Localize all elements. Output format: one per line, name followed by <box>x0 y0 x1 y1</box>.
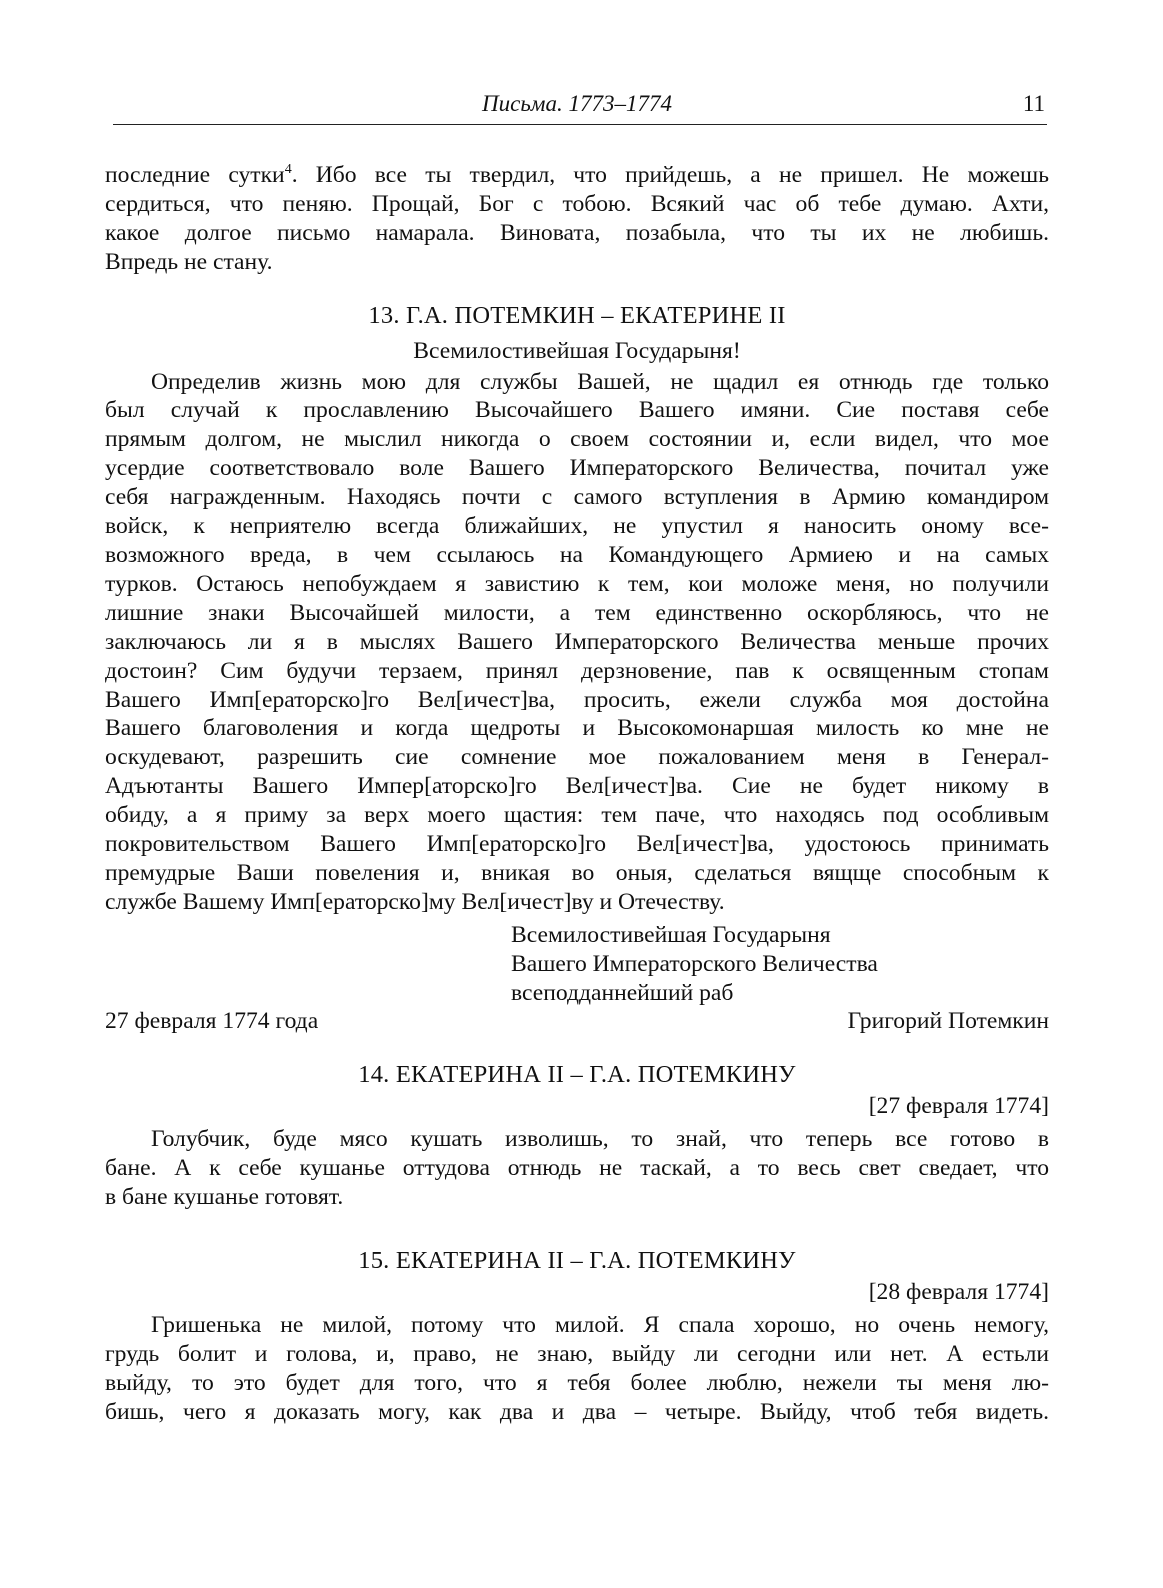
text-line: Вашего Имп[ераторско]го Вел[ичест]ва, просить, ежели служба моя достойна <box>105 686 1049 713</box>
text-line: оскудевают, разрешить сие сомнение мое пожалованием меня в Генерал- <box>105 744 1049 771</box>
page-header <box>105 88 1049 128</box>
closing-line: Вашего Императорского Величества <box>511 950 878 977</box>
letter-14-date: [27 февраля 1774] <box>868 1093 1049 1120</box>
letter-14-heading: 14. ЕКАТЕРИНА II – Г.А. ПОТЕМКИНУ <box>358 1061 796 1089</box>
text-line: покровительством Вашего Имп[ераторско]го Вел[ичест]ва, удостоюсь принимать <box>105 831 1049 858</box>
text-line: достоин? Сим будучи терзаем, принял дерзновение, пав к освященным стопам <box>105 657 1049 684</box>
text-line: Голубчик, буде мясо кушать изволишь, то знай, что теперь все готово в <box>151 1126 1049 1153</box>
letter-13-salutation: Всемилостивейшая Государыня! <box>413 337 741 364</box>
text-line: был случай к прославлению Высочайшего Вашего имяни. Сие поставя себе <box>105 397 1049 424</box>
closing-line: Всемилостивейшая Государыня <box>511 921 831 948</box>
text-line: турков. Остаюсь непобуждаем я завистию к тем, кои моложе меня, но получили <box>105 570 1049 597</box>
letter-13-heading: 13. Г.А. ПОТЕМКИН – ЕКАТЕРИНЕ II <box>368 301 786 329</box>
footnote-mark: 4 <box>284 162 292 178</box>
letter-14-body <box>105 1125 1049 1212</box>
text-line: последние сутки$^4$. Ибо все ты твердил, что прийдешь, а не пришел. Не можешь <box>105 162 1049 188</box>
text-line: выйду, то это будет для того, что я тебя более люблю, нежели ты меня лю- <box>105 1369 1049 1396</box>
text-line: себя награжденным. Находясь почти с самого вступления в Армию командиром <box>105 484 1049 511</box>
page-body <box>105 161 1049 1427</box>
text-line: Гришенька не милой, потому что милой. Я спала хорошо, но очень немогу, <box>151 1311 1049 1338</box>
header-rule <box>113 124 1047 125</box>
letter-13-closing <box>105 921 1049 1008</box>
letter-15-heading: 15. ЕКАТЕРИНА II – Г.А. ПОТЕМКИНУ <box>358 1247 796 1274</box>
letter-13-date-signature <box>105 1007 1049 1036</box>
spacer <box>105 277 1049 301</box>
text-line: Впредь не стану. <box>105 248 273 275</box>
text-line: бишь, чего я доказать могу, как два и два – четыре. Выйду, чтоб тебя видеть. <box>105 1398 1049 1425</box>
text-line: службе Вашему Имп[ераторско]му Вел[ичест]ву и Отечеству. <box>105 888 725 915</box>
page-number: 11 <box>1022 91 1045 116</box>
letter-13-body <box>105 368 1049 917</box>
spacer <box>105 1036 1049 1060</box>
text-line: какое долгое письмо намарала. Виновата, позабыла, что ты их не любишь. <box>105 219 1049 246</box>
text-line: грудь болит и голова, и, право, не знаю, выйду ли сегодни или нет. А естьли <box>105 1340 1049 1367</box>
text-line: заключаюсь ли я в мыслях Вашего Императорского Величества меньше прочих <box>105 628 1049 655</box>
text-line: бане. А к себе кушанье оттудова отнюдь не таскай, а то весь свет сведает, что <box>105 1155 1049 1182</box>
text-line: Определив жизнь мою для службы Вашей, не щадил ея отнюдь где только <box>151 368 1049 395</box>
text-line: Вашего благоволения и когда щедроты и Высокомонаршая милость ко мне не <box>105 715 1049 742</box>
text-line: войск, к неприятелю всегда ближайших, не упустил я наносить оному все- <box>105 513 1049 540</box>
text-line: лишние знаки Высочайшей милости, а тем единственно оскорбляюсь, что не <box>105 599 1049 626</box>
closing-line: всеподданнейший раб <box>511 979 734 1006</box>
text-line: премудрые Ваши повеления и, вникая во оныя, сделаться вящще способным к <box>105 859 1049 886</box>
continuation-paragraph <box>105 161 1049 277</box>
text-line: прямым долгом, не мыслил никогда о своем состоянии и, если видел, что мое <box>105 426 1049 453</box>
letter-13-date: 27 февраля 1774 года <box>105 1008 319 1035</box>
text-line: Адъютанты Вашего Импер[аторско]го Вел[ичест]ва. Сие не будет никому в <box>105 773 1049 800</box>
spacer <box>105 1212 1049 1246</box>
text-line: обиду, а я приму за верх моего щастия: тем паче, что находясь под особливым <box>105 802 1049 829</box>
text-line: сердиться, что пеняю. Прощай, Бог с тобою. Всякий час об тебе думаю. Ахти, <box>105 190 1049 217</box>
text-line: возможного вреда, в чем ссылаюсь на Командующего Армиею и на самых <box>105 541 1049 568</box>
text-line: в бане кушанье готовят. <box>105 1184 344 1211</box>
letter-13-signature: Григорий Потемкин <box>847 1008 1049 1035</box>
text-line: усердие соответствовало воле Вашего Императорского Величества, почитал уже <box>105 455 1049 482</box>
letter-15-date: [28 февраля 1774] <box>868 1279 1049 1305</box>
running-title: Письма. 1773–1774 <box>482 91 672 116</box>
letter-15-body <box>105 1311 1049 1427</box>
